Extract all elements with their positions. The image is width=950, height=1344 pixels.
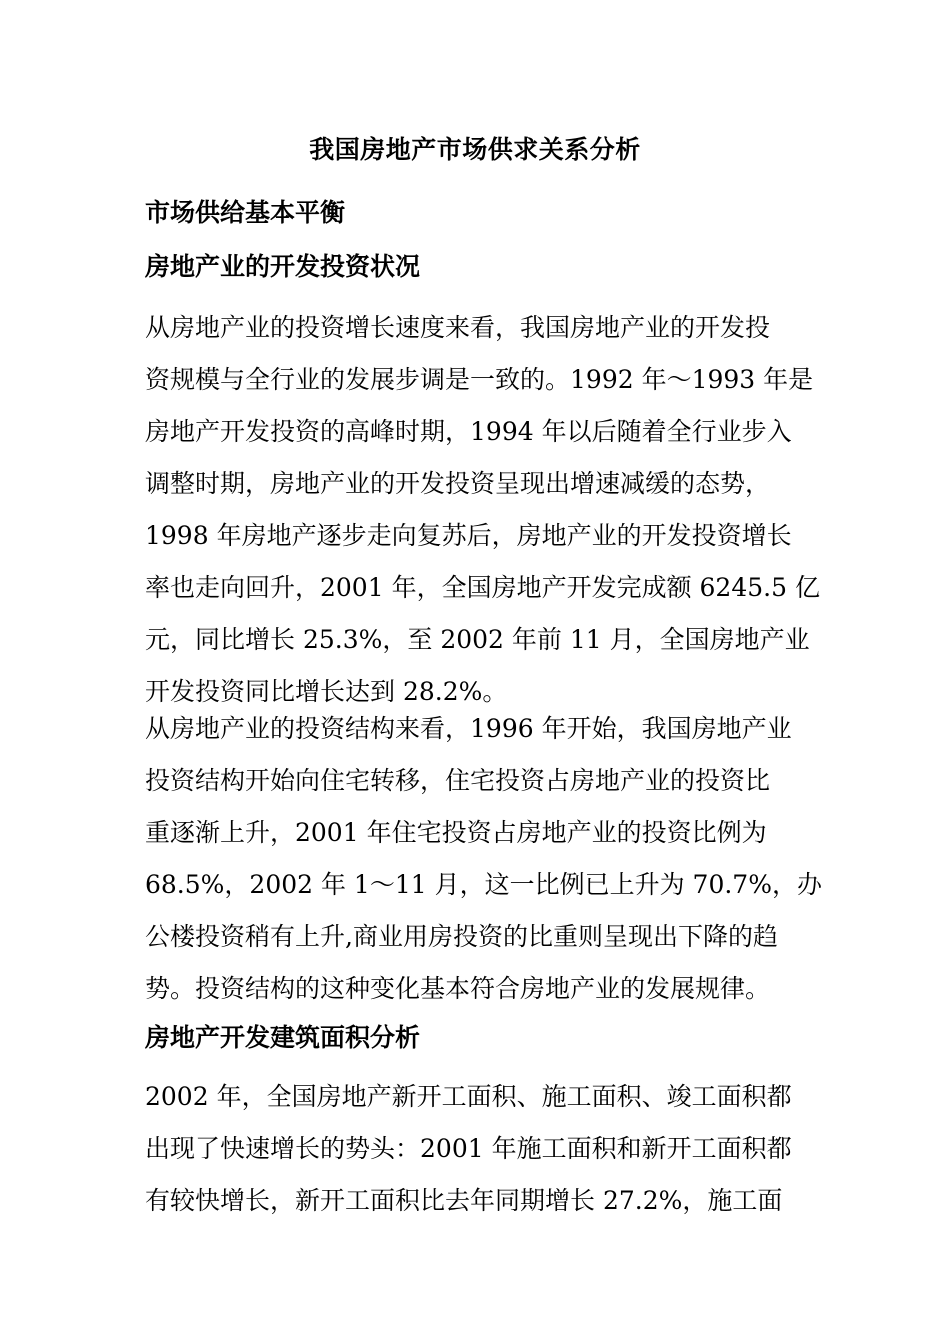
paragraph-line: 调整时期，房地产业的开发投资呈现出增速减缓的态势， (145, 469, 771, 498)
paragraph-construction-area (145, 1071, 810, 1227)
paragraph-line: 1998 年房地产逐步走向复苏后，房地产业的开发投资增长 (145, 521, 792, 550)
subheading-construction-area: 房地产开发建筑面积分析 (145, 1023, 421, 1052)
paragraph-line: 有较快增长，新开工面积比去年同期增长 27.2%，施工面 (145, 1186, 783, 1215)
section-heading-supply-balance: 市场供给基本平衡 (145, 198, 346, 227)
paragraph-line: 投资结构开始向住宅转移，住宅投资占房地产业的投资比 (145, 766, 771, 795)
paragraph-line: 出现了快速增长的势头：2001 年施工面积和新开工面积都 (145, 1134, 792, 1163)
paragraph-line: 元，同比增长 25.3%，至 2002 年前 11 月，全国房地产业 (145, 625, 810, 654)
paragraph-line: 从房地产业的投资增长速度来看，我国房地产业的开发投 (145, 313, 771, 342)
paragraph-line: 公楼投资稍有上升,商业用房投资的比重则呈现出下降的趋 (145, 922, 778, 951)
paragraph-line: 从房地产业的投资结构来看，1996 年开始，我国房地产业 (145, 714, 792, 743)
paragraph-line: 68.5%，2002 年 1～11 月，这一比例已上升为 70.7%，办 (145, 870, 822, 899)
paragraph-line: 2002 年，全国房地产新开工面积、施工面积、竣工面积都 (145, 1082, 792, 1111)
paragraph-investment-structure (145, 703, 822, 1015)
paragraph-line: 率也走向回升，2001 年，全国房地产开发完成额 6245.5 亿 (145, 573, 820, 602)
paragraph-investment-growth (145, 302, 820, 718)
paragraph-line: 房地产开发投资的高峰时期，1994 年以后随着全行业步入 (145, 417, 792, 446)
document-title: 我国房地产市场供求关系分析 (309, 135, 641, 164)
paragraph-line: 势。投资结构的这种变化基本符合房地产业的发展规律。 (145, 974, 771, 1003)
paragraph-line: 资规模与全行业的发展步调是一致的。1992 年～1993 年是 (145, 365, 814, 394)
paragraph-line: 重逐渐上升，2001 年住宅投资占房地产业的投资比例为 (145, 818, 767, 847)
subheading-investment-status: 房地产业的开发投资状况 (145, 252, 421, 281)
paragraph-line: 开发投资同比增长达到 28.2%。 (145, 677, 508, 706)
